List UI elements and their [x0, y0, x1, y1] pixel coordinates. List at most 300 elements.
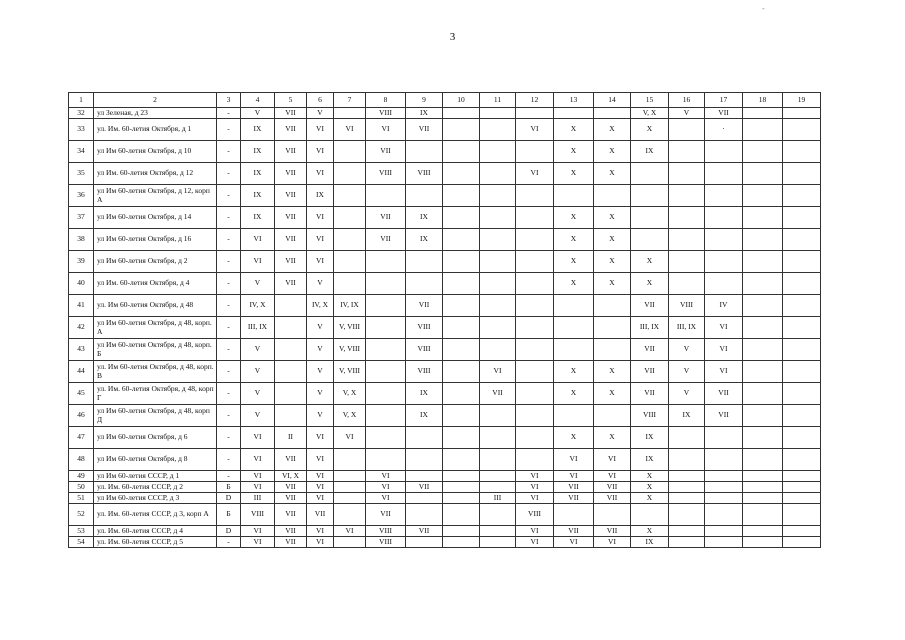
table-cell: [743, 537, 783, 548]
table-cell: VI: [705, 317, 743, 339]
table-cell: [743, 295, 783, 317]
table-cell: [480, 163, 516, 185]
table-cell: X: [554, 361, 594, 383]
table-row: [69, 295, 821, 317]
address-cell: ул. Им. 60-летия СССР, д 5: [94, 537, 217, 548]
table-cell: [783, 185, 821, 207]
table-cell: VII: [594, 526, 631, 537]
table-cell: [480, 339, 516, 361]
table-cell: [554, 405, 594, 427]
table-cell: [783, 108, 821, 119]
table-cell: [406, 471, 443, 482]
table-cell: IX: [631, 449, 669, 471]
table-cell: [406, 427, 443, 449]
table-cell: VI: [241, 251, 275, 273]
address-cell: ул. Им. 60-летия СССР, д 4: [94, 526, 217, 537]
address-cell: ул. Им. 60-летия СССР, д 2: [94, 482, 217, 493]
table-cell: [516, 405, 554, 427]
table-cell: [669, 251, 705, 273]
table-cell: [366, 361, 406, 383]
table-cell: [783, 207, 821, 229]
table-cell: VI: [594, 449, 631, 471]
address-cell: ул. Им. 60-летия Октября, д 1: [94, 119, 217, 141]
row-number-cell: 43: [69, 339, 94, 361]
table-cell: [480, 273, 516, 295]
table-cell: [743, 427, 783, 449]
table-cell: IX: [406, 405, 443, 427]
table-cell: [743, 526, 783, 537]
table-cell: [443, 361, 480, 383]
table-cell: [366, 317, 406, 339]
table-cell: -: [217, 295, 241, 317]
header-cell: 11: [480, 93, 516, 108]
table-cell: [705, 537, 743, 548]
table-cell: VI: [307, 526, 334, 537]
table-cell: [480, 229, 516, 251]
row-number-cell: 34: [69, 141, 94, 163]
header-cell: 6: [307, 93, 334, 108]
table-row: [69, 339, 821, 361]
table-cell: [743, 405, 783, 427]
table-cell: [669, 493, 705, 504]
table-cell: VIII: [406, 163, 443, 185]
table-cell: -: [217, 251, 241, 273]
table-cell: [334, 141, 366, 163]
table-cell: -: [217, 119, 241, 141]
table-cell: [669, 119, 705, 141]
table-cell: IX: [631, 427, 669, 449]
table-cell: -: [217, 317, 241, 339]
table-cell: VII: [275, 207, 307, 229]
table-cell: [705, 163, 743, 185]
table-cell: IV: [705, 295, 743, 317]
table-cell: VII: [275, 273, 307, 295]
table-cell: [480, 427, 516, 449]
table-cell: VIII: [366, 163, 406, 185]
table-cell: X: [594, 141, 631, 163]
table-cell: X: [631, 471, 669, 482]
table-cell: [275, 295, 307, 317]
table-cell: V: [307, 317, 334, 339]
table-cell: VI: [307, 449, 334, 471]
table-cell: [743, 185, 783, 207]
header-cell: 18: [743, 93, 783, 108]
table-cell: [783, 339, 821, 361]
table-cell: [669, 185, 705, 207]
table-cell: VII: [631, 383, 669, 405]
table-cell: [743, 163, 783, 185]
table-cell: VI: [307, 141, 334, 163]
table-cell: [443, 108, 480, 119]
table-cell: VI: [516, 471, 554, 482]
table-cell: [631, 163, 669, 185]
table-cell: [334, 471, 366, 482]
table-row: [69, 383, 821, 405]
table-cell: VII: [554, 482, 594, 493]
table-cell: [334, 273, 366, 295]
table-cell: [334, 449, 366, 471]
table-cell: VI: [366, 119, 406, 141]
table-cell: [594, 317, 631, 339]
address-cell: ул Им 60-летия Октября, д 8: [94, 449, 217, 471]
table-cell: VI: [366, 493, 406, 504]
table-cell: IX: [241, 163, 275, 185]
address-cell: ул Им 60-летия СССР, д 3: [94, 493, 217, 504]
table-cell: X: [554, 207, 594, 229]
row-number-cell: 39: [69, 251, 94, 273]
table-cell: [594, 295, 631, 317]
table-cell: [366, 405, 406, 427]
address-cell: ул. Им. 60-летия СССР, д 3, корп А: [94, 504, 217, 526]
table-cell: [334, 482, 366, 493]
table-cell: [743, 471, 783, 482]
header-row: [69, 93, 821, 108]
row-number-cell: 40: [69, 273, 94, 295]
address-cell: ул. Им 60-летия Октября, д 48, корп. В: [94, 361, 217, 383]
table-cell: X: [554, 163, 594, 185]
table-cell: Б: [217, 482, 241, 493]
table-cell: [669, 449, 705, 471]
table-cell: X: [594, 361, 631, 383]
table-cell: IX: [406, 108, 443, 119]
table-cell: [480, 471, 516, 482]
table-cell: [783, 471, 821, 482]
table-cell: X: [554, 251, 594, 273]
address-cell: ул. Им 60-летия Октября, д 48: [94, 295, 217, 317]
table-row: [69, 163, 821, 185]
table-row: [69, 119, 821, 141]
table-cell: [443, 207, 480, 229]
row-number-cell: 49: [69, 471, 94, 482]
table-cell: [743, 108, 783, 119]
table-cell: [783, 383, 821, 405]
table-cell: [516, 251, 554, 273]
table-cell: VII: [631, 361, 669, 383]
table-cell: V: [669, 339, 705, 361]
table-cell: -: [217, 108, 241, 119]
table-cell: IX: [406, 207, 443, 229]
table-cell: IV, X: [307, 295, 334, 317]
table-cell: V: [669, 383, 705, 405]
address-cell: ул Им 60-летия Октября, д 16: [94, 229, 217, 251]
table-cell: VII: [275, 119, 307, 141]
table-cell: VI, X: [275, 471, 307, 482]
table-cell: -: [217, 361, 241, 383]
table-cell: -: [217, 207, 241, 229]
table-cell: X: [554, 273, 594, 295]
table-cell: VII: [275, 537, 307, 548]
table-cell: [275, 317, 307, 339]
table-cell: V, VIII: [334, 339, 366, 361]
table-cell: VI: [705, 339, 743, 361]
table-cell: VI: [480, 361, 516, 383]
table-cell: [480, 537, 516, 548]
table-cell: VII: [366, 229, 406, 251]
table-cell: X: [594, 251, 631, 273]
table-cell: VII: [366, 207, 406, 229]
table-cell: [443, 493, 480, 504]
table-cell: VI: [516, 482, 554, 493]
table-cell: [406, 504, 443, 526]
table-cell: X: [631, 251, 669, 273]
table-cell: [516, 383, 554, 405]
table-cell: [516, 207, 554, 229]
table-cell: VI: [516, 163, 554, 185]
row-number-cell: 51: [69, 493, 94, 504]
row-number-cell: 38: [69, 229, 94, 251]
page-number: 3: [449, 31, 456, 43]
table-cell: IV, X: [241, 295, 275, 317]
table-cell: [783, 295, 821, 317]
table-cell: [366, 383, 406, 405]
table-cell: X: [631, 493, 669, 504]
table-cell: [443, 119, 480, 141]
row-number-cell: 33: [69, 119, 94, 141]
row-number-cell: 48: [69, 449, 94, 471]
table-cell: V: [241, 108, 275, 119]
table-cell: V: [307, 405, 334, 427]
header-cell: 2: [94, 93, 217, 108]
header-cell: 15: [631, 93, 669, 108]
table-cell: VI: [594, 471, 631, 482]
address-cell: ул Им 60-летия Октября, д 2: [94, 251, 217, 273]
table-cell: [516, 141, 554, 163]
table-cell: IX: [669, 405, 705, 427]
table-body: [69, 93, 821, 548]
table-cell: VII: [631, 295, 669, 317]
table-cell: [443, 229, 480, 251]
table-cell: [334, 504, 366, 526]
address-cell: ул. Им. 60-летия Октября, д 48, корп Г: [94, 383, 217, 405]
table-cell: VI: [241, 449, 275, 471]
table-cell: III, IX: [631, 317, 669, 339]
table-cell: X: [594, 273, 631, 295]
table-cell: [334, 537, 366, 548]
table-cell: VII: [594, 482, 631, 493]
row-number-cell: 50: [69, 482, 94, 493]
table-cell: VI: [307, 207, 334, 229]
table-row: [69, 537, 821, 548]
table-cell: VIII: [406, 339, 443, 361]
table-cell: [705, 471, 743, 482]
table-cell: IX: [406, 229, 443, 251]
table-row: [69, 229, 821, 251]
table-cell: X: [594, 207, 631, 229]
table-cell: -: [217, 537, 241, 548]
table-cell: [480, 405, 516, 427]
table-cell: [275, 339, 307, 361]
table-row: [69, 449, 821, 471]
table-cell: [516, 108, 554, 119]
header-cell: 10: [443, 93, 480, 108]
table-cell: V: [307, 339, 334, 361]
table-cell: IV, IX: [334, 295, 366, 317]
header-cell: 8: [366, 93, 406, 108]
table-cell: VI: [554, 537, 594, 548]
table-cell: [705, 207, 743, 229]
table-cell: VIII: [366, 537, 406, 548]
table-cell: VII: [275, 493, 307, 504]
table-cell: VIII: [366, 526, 406, 537]
address-cell: ул Им 60-летия Октября, д 48, корп Д: [94, 405, 217, 427]
table-cell: [334, 251, 366, 273]
header-cell: 5: [275, 93, 307, 108]
table-cell: X: [554, 383, 594, 405]
table-cell: [275, 383, 307, 405]
table-cell: [443, 537, 480, 548]
table-cell: [705, 427, 743, 449]
table-cell: [275, 361, 307, 383]
table-cell: [743, 207, 783, 229]
table-cell: VII: [406, 482, 443, 493]
table-cell: [516, 317, 554, 339]
table-cell: [406, 251, 443, 273]
table-cell: [334, 185, 366, 207]
table-cell: -: [217, 163, 241, 185]
table-cell: [669, 141, 705, 163]
table-cell: V: [241, 273, 275, 295]
table-cell: [783, 317, 821, 339]
table-cell: II: [275, 427, 307, 449]
row-number-cell: 37: [69, 207, 94, 229]
table-cell: V, X: [334, 383, 366, 405]
table-cell: [443, 317, 480, 339]
table-cell: -: [217, 383, 241, 405]
header-cell: 4: [241, 93, 275, 108]
table-cell: [783, 405, 821, 427]
table-cell: VII: [275, 504, 307, 526]
table-cell: [516, 361, 554, 383]
table-row: [69, 526, 821, 537]
table-cell: [743, 482, 783, 493]
table-cell: [480, 108, 516, 119]
table-cell: [516, 295, 554, 317]
table-cell: [366, 251, 406, 273]
table-cell: [554, 185, 594, 207]
table-cell: [480, 504, 516, 526]
table-cell: VII: [406, 526, 443, 537]
table-cell: -: [217, 405, 241, 427]
table-cell: [669, 163, 705, 185]
table-cell: VI: [241, 537, 275, 548]
table-cell: VI: [334, 119, 366, 141]
table-cell: III: [241, 493, 275, 504]
table-cell: [705, 251, 743, 273]
table-cell: [669, 537, 705, 548]
row-number-cell: 47: [69, 427, 94, 449]
table-cell: [406, 493, 443, 504]
table-row: [69, 504, 821, 526]
table-cell: [480, 449, 516, 471]
table-cell: IX: [631, 537, 669, 548]
table-cell: VI: [516, 537, 554, 548]
table-cell: VII: [275, 449, 307, 471]
table-cell: VI: [307, 471, 334, 482]
table-cell: III, IX: [241, 317, 275, 339]
table-cell: [594, 339, 631, 361]
table-cell: VIII: [669, 295, 705, 317]
table-cell: X: [594, 383, 631, 405]
table-cell: III, IX: [669, 317, 705, 339]
table-cell: VII: [275, 251, 307, 273]
table-cell: [783, 361, 821, 383]
table-cell: X: [594, 229, 631, 251]
header-cell: 7: [334, 93, 366, 108]
table-cell: X: [554, 229, 594, 251]
address-cell: ул Зеленая, д 23: [94, 108, 217, 119]
header-cell: 13: [554, 93, 594, 108]
table-cell: [406, 273, 443, 295]
table-cell: V, VIII: [334, 317, 366, 339]
table-cell: VI: [554, 449, 594, 471]
table-cell: [705, 493, 743, 504]
table-cell: [366, 339, 406, 361]
table-row: [69, 405, 821, 427]
table-cell: VI: [241, 526, 275, 537]
header-cell: 9: [406, 93, 443, 108]
table-cell: [480, 119, 516, 141]
table-cell: ·: [705, 119, 743, 141]
table-cell: V, X: [334, 405, 366, 427]
table-cell: [743, 141, 783, 163]
table-cell: [743, 383, 783, 405]
table-cell: [594, 108, 631, 119]
table-cell: [406, 449, 443, 471]
table-cell: [480, 185, 516, 207]
table-cell: [516, 339, 554, 361]
table-cell: VI: [307, 482, 334, 493]
table-cell: VI: [366, 482, 406, 493]
table-cell: VII: [631, 339, 669, 361]
address-cell: ул Им. 60-летия Октября, д 4: [94, 273, 217, 295]
table-cell: [516, 185, 554, 207]
table-cell: X: [554, 119, 594, 141]
table-cell: [669, 273, 705, 295]
table-cell: X: [554, 141, 594, 163]
table-cell: [631, 207, 669, 229]
table-cell: V: [241, 339, 275, 361]
table-cell: V: [241, 361, 275, 383]
table-cell: [443, 427, 480, 449]
table-cell: -: [217, 273, 241, 295]
address-cell: ул Им 60-летия Октября, д 10: [94, 141, 217, 163]
table-cell: VII: [275, 141, 307, 163]
table-cell: [743, 449, 783, 471]
table-cell: VI: [307, 229, 334, 251]
table-cell: V: [669, 108, 705, 119]
table-cell: [480, 295, 516, 317]
table-cell: [743, 339, 783, 361]
table-cell: [743, 504, 783, 526]
address-cell: ул Им 60-летия Октября, д 48, корп. Б: [94, 339, 217, 361]
table-cell: VI: [241, 471, 275, 482]
header-cell: 1: [69, 93, 94, 108]
table-cell: [743, 317, 783, 339]
table-row: [69, 361, 821, 383]
table-cell: [443, 251, 480, 273]
table-cell: [669, 504, 705, 526]
row-number-cell: 52: [69, 504, 94, 526]
table-cell: VI: [594, 537, 631, 548]
table-cell: IX: [241, 119, 275, 141]
row-number-cell: 45: [69, 383, 94, 405]
table-cell: V: [307, 273, 334, 295]
table-cell: [443, 504, 480, 526]
table-cell: [705, 141, 743, 163]
table-cell: VIII: [241, 504, 275, 526]
table-cell: VI: [307, 251, 334, 273]
table-cell: VII: [554, 493, 594, 504]
